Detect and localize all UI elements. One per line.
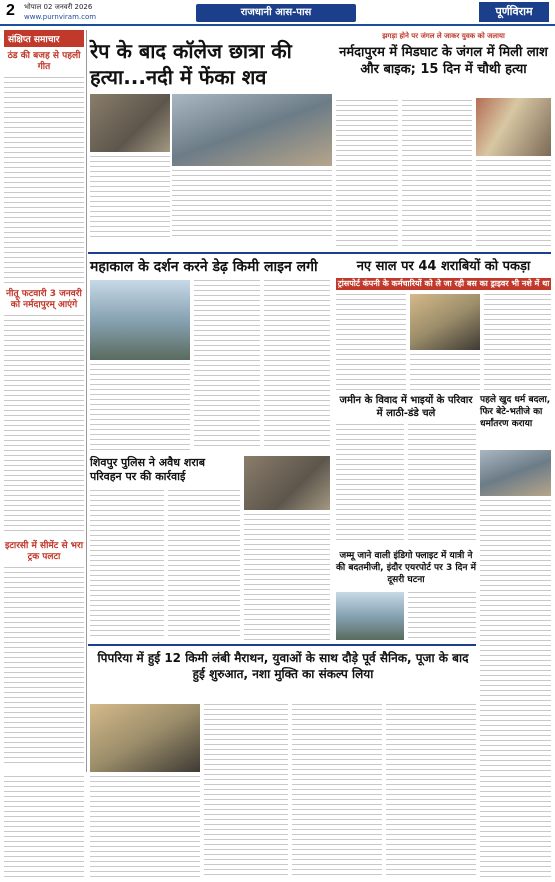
mahakal-text-a [194,280,260,450]
page-header [0,0,555,26]
shivpuri-headline: शिवपुर पुलिस ने अवैध शराब परिवहन पर की कार्रवाई [90,456,205,483]
page-number: 2 [6,2,15,19]
right-story-text-c [476,160,551,250]
crime-scene-photo [476,98,551,156]
main-headline: रेप के बाद कॉलेज छात्रा की हत्या...नदी में फेंका शव [90,39,292,89]
section-title: राजधानी आस-पास [196,4,356,22]
shivpuri-text-b [168,490,240,640]
brief-text-1 [4,77,84,283]
sidebar-section-label: संक्षिप्त समाचार [4,30,84,47]
shivpuri-text-a [90,490,164,640]
website-url[interactable]: www.purnviram.com [24,13,97,21]
date-line: भोपाल 02 जनवरी 2026 [24,3,93,11]
main-story-text-a [90,156,170,240]
left-sidebar [4,30,84,772]
section-divider [88,252,551,254]
mahakal-text-c [90,364,190,450]
land-dispute-headline: जमीन के विवाद में भाइयों के परिवार में लाठी-डंडे चले [339,395,473,419]
brief-title-1: ठंड की बजह से पहली गीत [7,51,81,72]
police-photo [172,94,332,166]
marathon-text-b [292,704,382,878]
right-story-kicker: झगड़ा होने पर जंगल ले जाकर युवक को जलाया [382,32,505,40]
drunk-drivers-text-a [336,294,406,390]
flight-headline: जम्मू जाने वाली इंडिगो फ्लाइट में यात्री ने की बदतमीजी, इंदौर एयरपोर्ट पर 3 दिन में दूसरी घटना [336,551,476,585]
breathalyzer-photo [410,294,480,350]
marathon-headline: पिपरिया में हुई 12 किमी लंबी मैराथन, युवाओं के साथ दौड़े पूर्व सैनिक, पूजा के बाद हुई शुरुआत, नशा मुक्ति का संकल्प लिया [97,651,469,681]
brief-title-3: इटारसी में सीमेंट से भरा ट्रक पलटा [4,541,84,562]
victim-photo [90,94,170,152]
conversion-text [480,500,551,772]
aircraft-photo [336,592,404,640]
land-dispute-text-b [408,424,476,544]
brief-text-2 [4,315,84,535]
liquor-seizure-photo [244,456,330,510]
mahakal-text-b [264,280,330,450]
drunk-drivers-text-b [484,294,551,390]
marathon-text-d [90,776,200,878]
right-story-text-b [402,100,472,250]
right-bottom-text [480,776,551,878]
newspaper-logo: पूर्णविराम [479,2,549,22]
drunk-drivers-text-c [410,354,480,390]
shivpuri-text-c [244,514,330,640]
brief-title-2: नीतू फटवारी 3 जनवरी को नर्मदापुरम् आएंगे [6,289,82,310]
conversion-headline: पहले खुद धर्म बदला, फिर बेटे-भतीजे का धर्मांतरण कराया [480,395,551,429]
conversion-photo [480,450,551,496]
brief-text-3 [4,567,84,767]
drunk-drivers-subhead: ट्रांसपोर्ट कंपनी के कर्मचारियों को ले जा रही बस का ड्राइवर भी नशे में था [337,279,550,288]
temple-line-photo [90,280,190,360]
drunk-drivers-headline: नए साल पर 44 शराबियों को पकड़ा [356,259,531,274]
mahakal-headline: महाकाल के दर्शन करने डेढ़ किमी लाइन लगी [90,259,318,275]
right-story-headline: नर्मदापुरम में मिडघाट के जंगल में मिली लाश और बाइक; 15 दिन में चौथी हत्या [339,45,548,77]
flight-text-a [408,592,476,640]
right-story-text-a [336,100,398,250]
land-dispute-text-a [336,424,404,544]
main-story-text-b [172,170,332,240]
bottom-divider [88,644,476,646]
left-bottom-text [4,776,84,878]
marathon-text-c [386,704,476,878]
marathon-text-a [204,704,288,878]
marathon-photo [90,704,200,772]
column-divider [86,30,87,772]
